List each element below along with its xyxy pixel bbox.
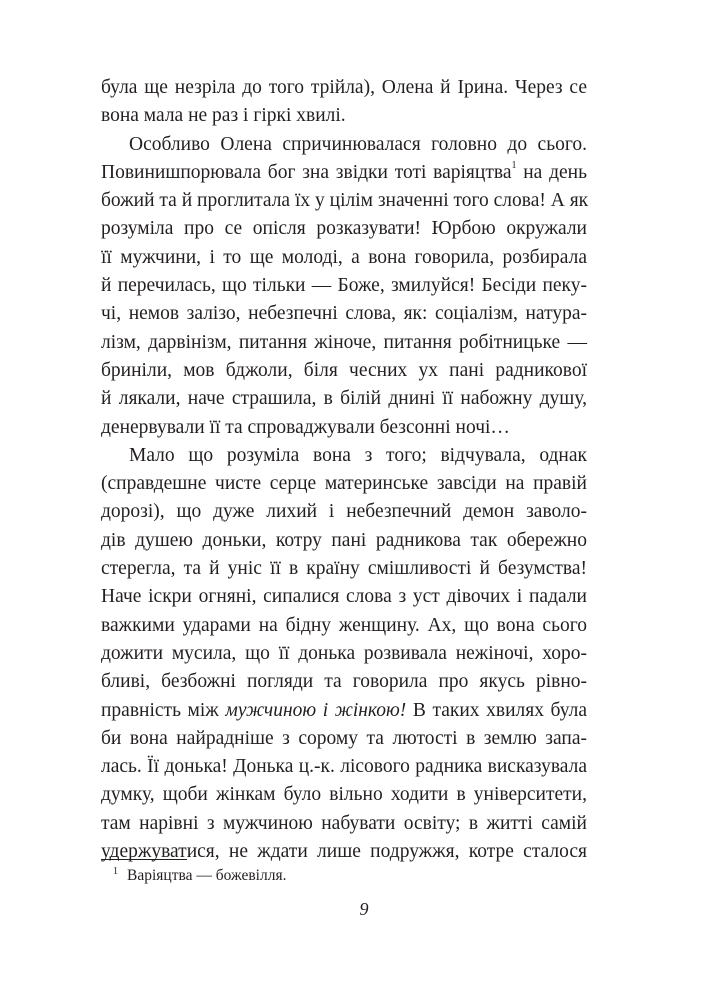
text-fragment: на день (523, 161, 587, 183)
text-line: була ще незріла до того трійла), Олена й Ірина. Через се (101, 77, 587, 98)
text-line: дорозі), що дуже лихий і небезпечний демон заволо- (101, 501, 587, 523)
text-line: лізм, дарвінізм, питання жіноче, питання робітницьке — (101, 331, 587, 353)
text-line: дів душею доньки, котру пані радникова так обережно (101, 529, 587, 551)
footnote-divider (101, 859, 187, 860)
text-line: бриніли, мов бджоли, біля чесних ух пані радникової (101, 359, 587, 381)
page-number: 9 (359, 899, 369, 919)
text-line: би вона найрадніше з сорому та лютості в землю запа- (101, 727, 587, 749)
text-line: вона мала не раз і гіркі хвилі. (101, 105, 346, 127)
text-line: її мужчини, і то ще молоді, а вона говорила, розбирала (101, 246, 587, 268)
text-line: розуміла про се опісля розказувати! Юрбою окружали (101, 218, 587, 240)
footnote-reference: 1 (511, 159, 517, 171)
text-fragment: В таких хвилях була (412, 699, 588, 721)
text-line: й перечилась, що тільки — Боже, змилуйся! Бесіди пеку- (101, 275, 587, 297)
footnote (113, 866, 286, 888)
text-line (101, 159, 587, 187)
text-line: важкими ударами на бідну женщину. Ах, що вона сього (101, 614, 587, 636)
text-line: там нарівні з мужчиною набувати освіту; в житті самій (101, 812, 587, 834)
main-text (101, 74, 587, 866)
text-line: стерегла, та й уніс її в країну смішливості й безумства! (101, 558, 587, 580)
italic-phrase: мужчиною і жінкою! (225, 699, 407, 721)
text-line: Особливо Олена спричинювалася головно до сього. (129, 133, 587, 155)
text-line: Мало що розуміла вона з того; відчувала, однак (129, 444, 587, 466)
text-fragment: Повинишпорювала бог зна звідки тоті варіяцтва (101, 161, 512, 183)
text-line: й лякали, наче страшила, в білій днині її набожну душу, (101, 388, 587, 410)
text-line: думку, щоби жінкам було вільно ходити в університети, (101, 784, 587, 806)
footnote-number: 1 (113, 866, 118, 877)
text-fragment: правність між (101, 699, 219, 721)
text-line: божий та й проглитала їх у цілім значенні того слова! А як (101, 190, 589, 212)
text-line: лась. Її донька! Донька ц.-к. лісового радника висказувала (101, 756, 587, 778)
text-line: чі, немов залізо, небезпечні слова, як: соціалізм, натура- (101, 303, 587, 325)
text-line: денервували її та спроваджували безсонні ночі… (101, 416, 510, 438)
footnote-text: Варіяцтва — божевілля. (127, 867, 287, 884)
text-line: (справдешне чисте серце материнське завсіди на правій (101, 473, 587, 495)
text-line: Наче іскри огняні, сипалися слова з уст дівочих і падали (101, 586, 587, 608)
text-line: удержуватися, не ждати лише подружжя, котре сталося (101, 841, 587, 863)
text-line: бливі, безбожні погляди та говорила про якусь рівно- (101, 671, 587, 693)
text-line (101, 697, 587, 725)
text-line: дожити мусила, що її донька розвивала нежіночі, хоро- (101, 642, 587, 664)
